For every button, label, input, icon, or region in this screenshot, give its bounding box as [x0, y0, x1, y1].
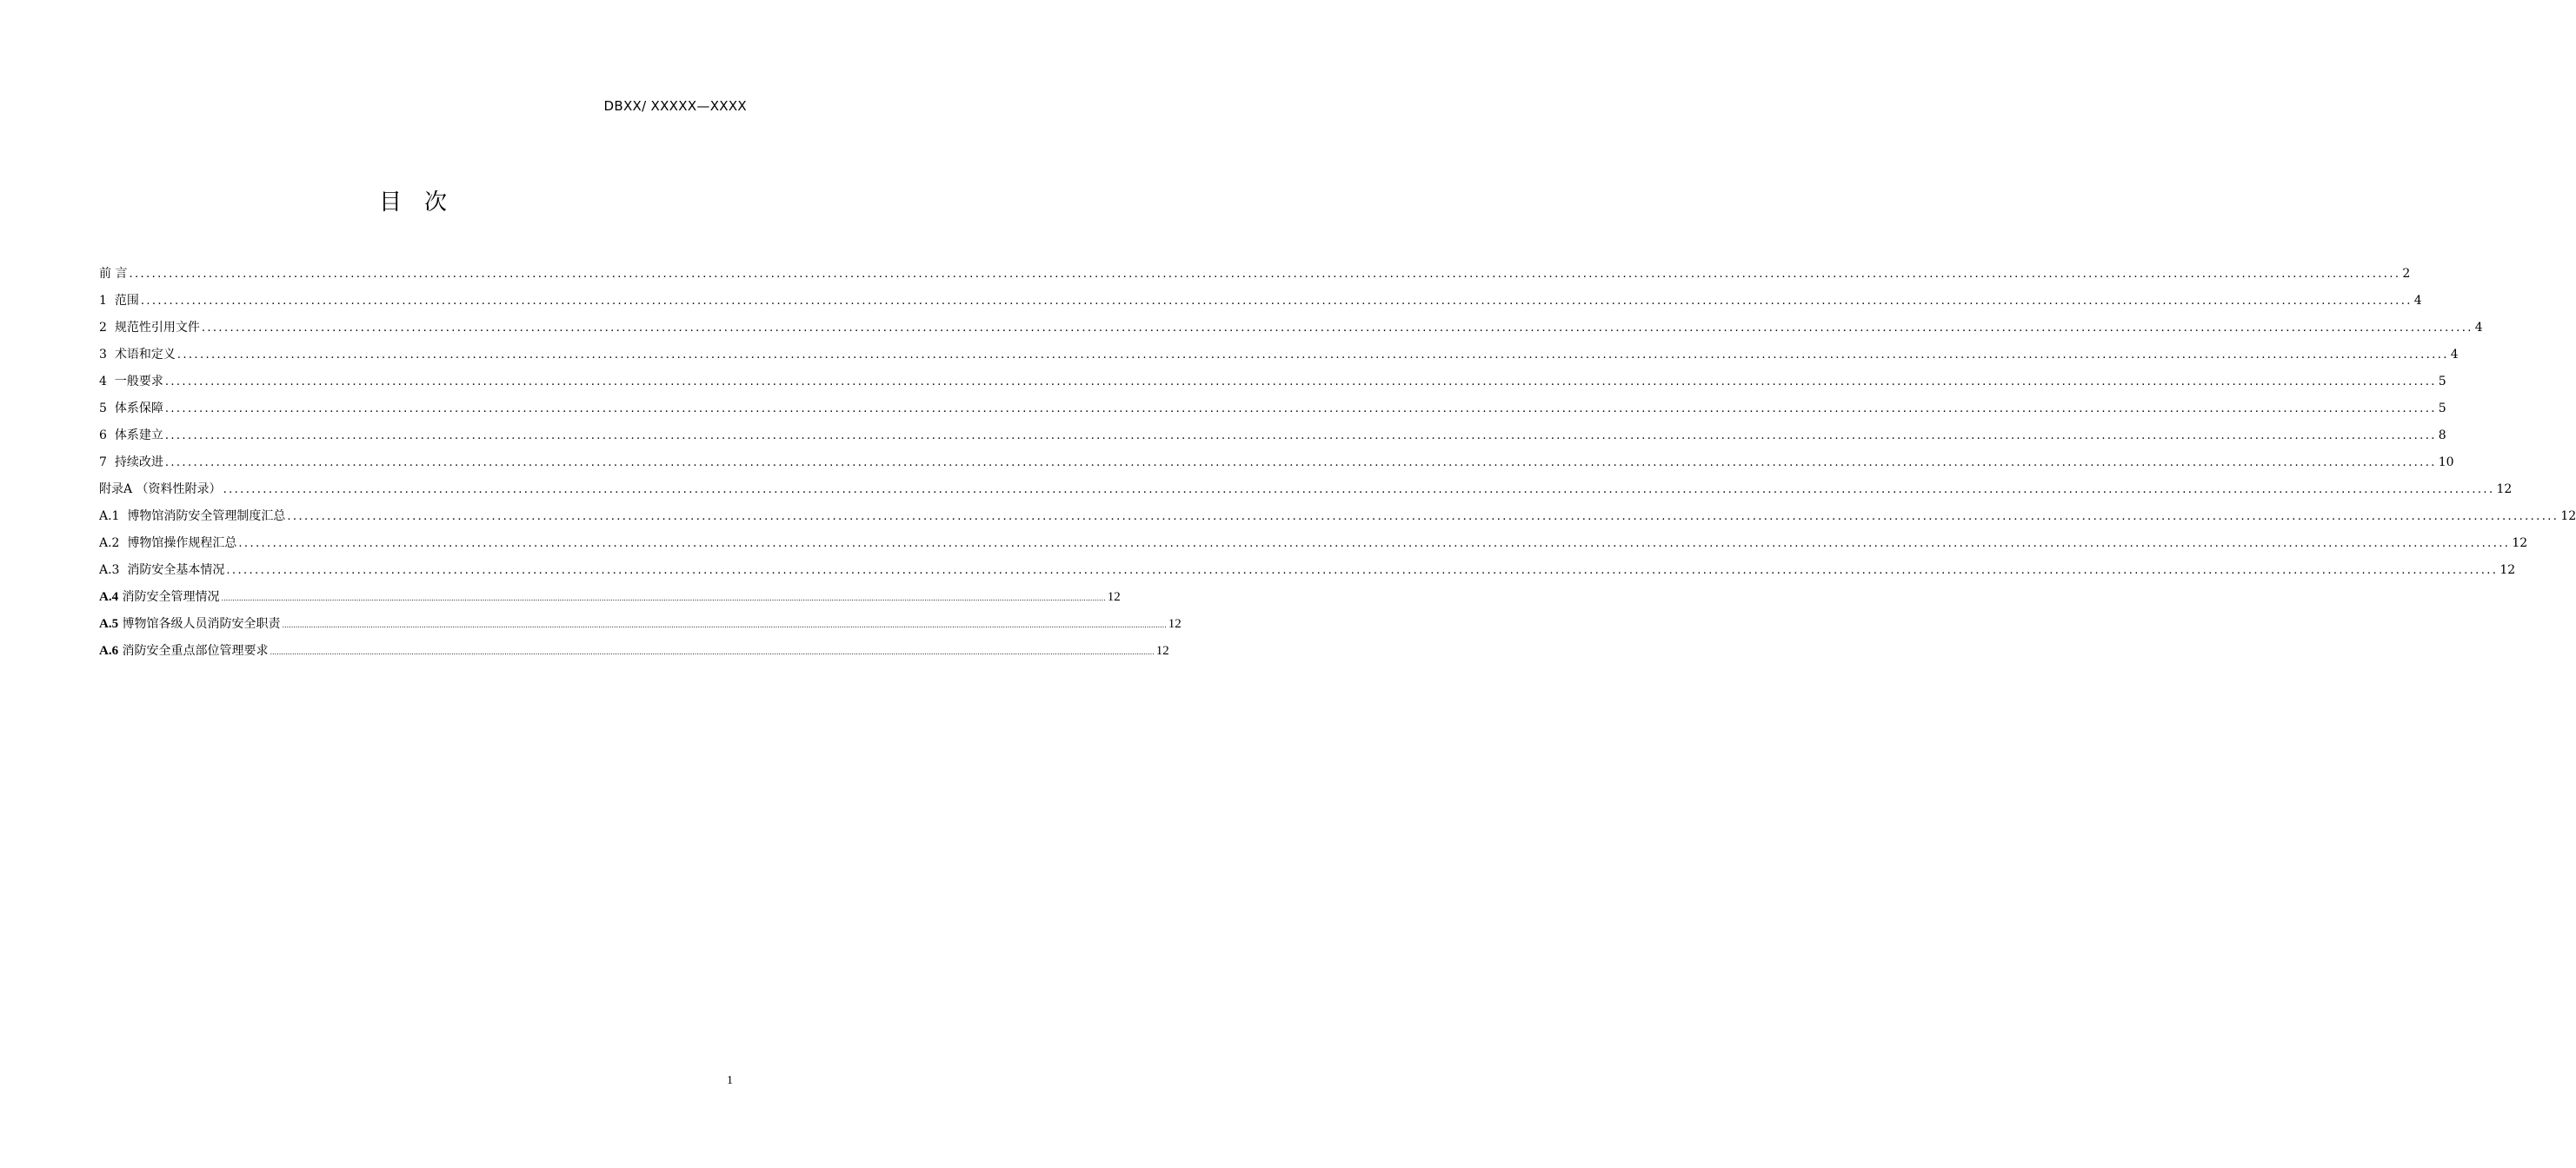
dot-leader: ................................................................................................................................................................................................................................................................................................................................................................................................................ [287, 510, 2559, 523]
toc-entry-page: 4 [2450, 348, 2459, 362]
toc-entry[interactable] [99, 638, 1169, 665]
toc-entry-label [99, 315, 200, 342]
toc-entry-text: 体系保障 [114, 402, 163, 415]
toc-entry-page: 12 [1155, 644, 1169, 658]
toc-entry-text: 规范性引用文件 [114, 321, 200, 335]
toc-entry-page: 5 [2438, 402, 2446, 415]
toc-entry-label [99, 584, 220, 611]
toc-entry-page: 12 [1107, 590, 1121, 604]
toc-entry-page: 4 [2474, 321, 2483, 335]
toc-entry-text: 附录A （资料性附录） [99, 482, 222, 496]
toc-entry[interactable] [99, 611, 1181, 638]
toc-entry-page: 4 [2413, 294, 2422, 308]
toc-entry-label [99, 368, 163, 395]
toc-entry-label [99, 530, 236, 557]
toc-entry-label [99, 261, 127, 288]
toc-entry-label [99, 288, 139, 315]
toc-entry-text: 前 言 [99, 267, 128, 281]
toc-entry-label [99, 422, 163, 449]
toc-entry-label [99, 611, 281, 638]
toc-entry[interactable] [99, 503, 2576, 530]
toc-entry-number: 7 [99, 455, 107, 469]
dot-leader: ................................................................................................................................................................................................................................................................................................................................................................................................................ [223, 483, 2495, 496]
dot-leader: ................................................................................................................................................................................................................................................................................................................................................................................................................ [201, 322, 2473, 335]
toc-entry-text: 一般要求 [114, 375, 163, 388]
toc-entry-number: A.3 [99, 563, 120, 577]
toc-entry-text: 术语和定义 [114, 348, 176, 362]
toc-entry-page: 8 [2438, 428, 2446, 442]
toc-entry-text: 消防安全管理情况 [122, 590, 220, 604]
toc-entry[interactable] [99, 395, 2446, 422]
toc-entry[interactable] [99, 261, 2411, 288]
toc-entry-text: 范围 [114, 294, 139, 308]
toc-entry-text: 消防安全重点部位管理要求 [122, 644, 269, 658]
toc-entry-page: 12 [2560, 509, 2576, 523]
toc-entry[interactable] [99, 530, 2528, 557]
toc-entry-number: A.6 [99, 644, 119, 658]
toc-entry-text: 消防安全基本情况 [127, 563, 225, 577]
dot-leader: ................................................................................................................................................................................................................................................................................................................................................................................................................ [176, 348, 2449, 362]
toc-entry-text: 博物馆各级人员消防安全职责 [122, 617, 281, 631]
toc-entry-page: 12 [2499, 563, 2516, 577]
toc-entry-page: 5 [2438, 375, 2446, 388]
dot-leader: ................................................................................................................................................................................................................................................................................................................................................................................................................ [164, 456, 2437, 469]
toc-entry-number: 5 [99, 402, 107, 415]
toc-entry-label [99, 342, 176, 368]
dot-leader: ................................................................................................................................................................................................................................................................................................................................................................................................................ [164, 375, 2437, 388]
toc-entry-number: 2 [99, 321, 107, 335]
toc-entry-label [99, 557, 224, 584]
toc-entry-number: 1 [99, 294, 107, 308]
toc-entry-page: 12 [1168, 617, 1181, 631]
toc-entry-label [99, 395, 163, 422]
toc-entry[interactable] [99, 315, 2483, 342]
page-number: 1 [727, 1074, 733, 1087]
toc-entry-number: A.4 [99, 590, 119, 604]
toc-entry-text: 博物馆消防安全管理制度汇总 [127, 509, 286, 523]
toc-entry-label [99, 503, 285, 530]
dot-leader: ................................................................................................................................................................................................................................................................................................................................................................................................................ [164, 429, 2437, 442]
toc-entry[interactable] [99, 449, 2454, 476]
table-of-contents [99, 261, 2576, 665]
dot-leader: ................................................................................................................................................................................................................................................................................................................................................................................................................ [238, 537, 2511, 550]
toc-entry-number: A.1 [99, 509, 120, 523]
toc-entry[interactable] [99, 422, 2446, 449]
dot-leader: ................................................................................................................................................................................................................................................................................................................................................................................................................ [270, 648, 1155, 656]
toc-entry[interactable] [99, 288, 2422, 315]
document-code: DBXX/ XXXXX—XXXX [603, 98, 747, 114]
toc-entry-number: 6 [99, 428, 107, 442]
toc-title: 目 次 [378, 189, 447, 216]
dot-leader: ................................................................................................................................................................................................................................................................................................................................................................................................................ [221, 594, 1106, 602]
toc-entry-number: 4 [99, 375, 107, 388]
toc-entry-number: 3 [99, 348, 107, 362]
dot-leader: ................................................................................................................................................................................................................................................................................................................................................................................................................ [282, 621, 1167, 629]
dot-leader: ................................................................................................................................................................................................................................................................................................................................................................................................................ [164, 402, 2437, 415]
dot-leader: ................................................................................................................................................................................................................................................................................................................................................................................................................ [140, 295, 2413, 308]
dot-leader: ................................................................................................................................................................................................................................................................................................................................................................................................................ [129, 268, 2401, 281]
toc-entry-text: 持续改进 [114, 455, 163, 469]
toc-entry[interactable] [99, 476, 2513, 503]
toc-entry[interactable] [99, 342, 2459, 368]
toc-entry-page: 12 [2512, 536, 2528, 550]
toc-entry[interactable] [99, 368, 2446, 395]
toc-entry-page: 2 [2402, 267, 2411, 281]
dot-leader: ................................................................................................................................................................................................................................................................................................................................................................................................................ [226, 564, 2499, 577]
toc-entry-text: 体系建立 [114, 428, 163, 442]
toc-entry-page: 12 [2496, 482, 2513, 496]
toc-entry-text: 博物馆操作规程汇总 [127, 536, 237, 550]
toc-entry-label [99, 476, 222, 503]
toc-entry-number: A.5 [99, 617, 119, 631]
toc-entry[interactable] [99, 584, 1121, 611]
toc-entry-number: A.2 [99, 536, 120, 550]
toc-entry-page: 10 [2438, 455, 2454, 469]
toc-entry-label [99, 638, 269, 665]
toc-entry-label [99, 449, 163, 476]
toc-entry[interactable] [99, 557, 2516, 584]
